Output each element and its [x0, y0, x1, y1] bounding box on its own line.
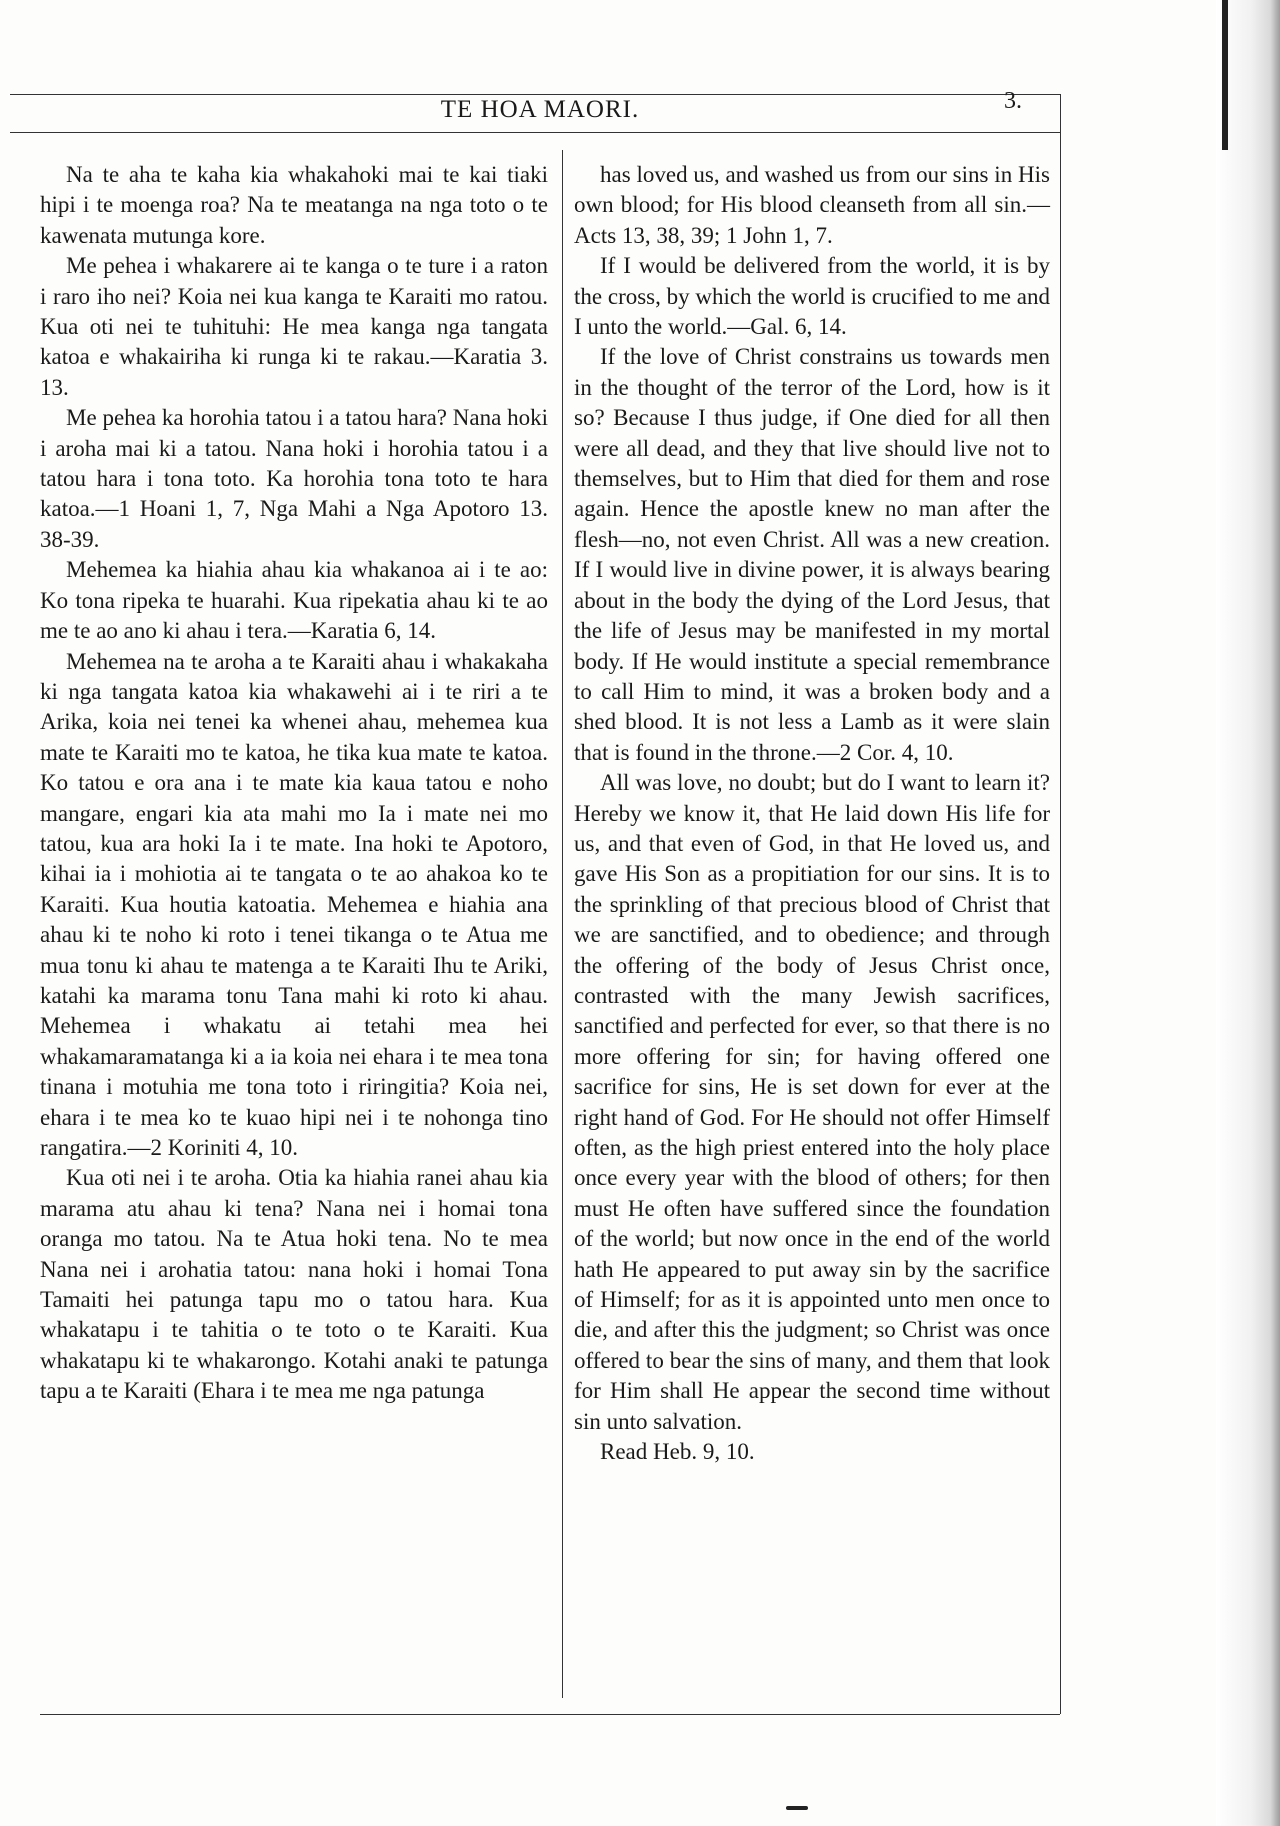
bottom-ink-mark — [786, 1806, 808, 1810]
right-paragraph-2: If I would be delivered from the world, it is by the cross, by which the world is crucified to me and I unto the world.—Gal. 6, 14. — [574, 253, 1050, 340]
right-paragraph-5: Read Heb. 9, 10. — [600, 1439, 755, 1465]
left-paragraph-5: Mehemea na te aroha a te Karaiti ahau i whakakaha ki nga tangata katoa kia whakawehi ai i te riri a te Arika, koia nei tenei ka whenei ahau, mehemea kua mate te Karaiti mo te katoa, he tika kua mate te katoa. Ko tatou e ora ana i te mate kia kaua tatou e noho mangare, engari kia ata mahi mo Ia i mate nei mo tatou, kua ara hoki Ia i te mate. Ina hoki te Apotoro, kihai ia i mohiotia ai te tangata o te ao ahakoa ko te Karaiti. Kua houtia katoatia. Mehemea e hiahia ana ahau ki te noho ki roto i tenei tikanga o te Atua me mua tonu ki ahau te matenga a te Karaiti Ihu te Ariki, katahi ka marama tonu Tana mahi ki roto ki ahau. Mehemea i whakatu ai tetahi mea hei whakamaramatanga ki a ia koia nei ehara i te mea tona tinana i motuhia me tona toto i riringitia? Koia nei, ehara i te mea ko te kuao hipi nei i te nohonga tino rangatira.—2 Koriniti 4, 10. — [40, 648, 548, 1160]
left-column — [40, 160, 548, 1407]
right-paragraph-3: If the love of Christ constrains us towards men in the thought of the terror of the Lord, how is it so? Because I thus judge, if One died for all then were all dead, and they that live should live not to themselves, but to Him that died for them and rose again. Hence the apostle knew no man after the flesh—no, not even Christ. All was a new creation. If I would live in divine power, it is always bearing about in the body the dying of the Lord Jesus, that the life of Jesus may be manifested in my mortal body. If He would institute a special remembrance to call Him to mind, it was a broken body and a shed blood. It is not less a Lamb as it were slain that is found in the throne.—2 Cor. 4, 10. — [574, 344, 1050, 765]
left-paragraph-2: Me pehea i whakarere ai te kanga o te ture i a raton i raro iho nei? Koia nei kua kanga te Karaiti mo ratou. Kua oti nei te tuhituhi: He mea kanga nga tangata katoa e whakairiha ki runga ki te rakau.—Karatia 3. 13. — [40, 253, 548, 400]
scan-binding-mark — [1222, 0, 1228, 150]
column-divider — [562, 150, 563, 1698]
scan-edge — [1216, 0, 1280, 1826]
left-paragraph-4: Mehemea ka hiahia ahau kia whakanoa ai i te ao: Ko tona ripeka te huarahi. Kua ripekatia ahau ki te ao me te ao ano ki ahau i tera.—Karatia 6, 14. — [40, 557, 548, 644]
left-paragraph-6: Kua oti nei i te aroha. Otia ka hiahia ranei ahau kia marama atu ahau ki tena? Nana nei i homai tona oranga mo tatou. Na te Atua hoki tena. No te mea Nana nei i arohatia tatou: nana hoki i homai Tona Tamaiti hei patunga tapu mo o tatou hara. Kua whakatapu i te tahitia o te toto o te Karaiti. Kua whakatapu ki te whakarongo. Kotahi anaki te patunga tapu a te Karaiti (Ehara i te mea me nga patunga — [40, 1165, 548, 1404]
right-border-rule — [1060, 94, 1061, 1714]
bottom-rule — [40, 1714, 1060, 1715]
right-column — [574, 160, 1050, 1467]
right-paragraph-4: All was love, no doubt; but do I want to learn it? Hereby we know it, that He laid down His life for us, and that even of God, in that He loved us, and gave His Son as a propitiation for our sins. It is to the sprinkling of that precious blood of Christ that we are sanctified, and to obedience; and through the offering of the body of Jesus Christ once, contrasted with the many Jewish sacrifices, sanctified and perfected for ever, so that there is no more offering for sin; for having offered one sacrifice for sins, He is set down for ever at the right hand of God. For He should not offer Himself often, as the high priest entered into the holy place once every year with the blood of others; for then must He often have suffered since the foundation of the world; but now once in the end of the world hath He appeared to put away sin by the sacrifice of Himself; for as it is appointed unto men once to die, and after this the judgment; so Christ was once offered to bear the sins of many, and them that look for Him shall He appear the second time without sin unto salvation. — [574, 770, 1050, 1434]
page-header-title: TE HOA MAORI. — [440, 96, 640, 123]
left-paragraph-3: Me pehea ka horohia tatou i a tatou hara? Nana hoki i aroha mai ki a tatou. Nana hoki i horohia tatou i a tatou hara i tona toto. Ka horohia tona toto te hara katoa.—1 Hoani 1, 7, Nga Mahi a Nga Apotoro 13. 38-39. — [40, 405, 548, 552]
page-number: 3. — [1004, 88, 1022, 114]
header-rule — [10, 132, 1060, 133]
top-rule — [10, 94, 1060, 95]
left-paragraph-1: Na te aha te kaha kia whakahoki mai te kai tiaki hipi i te moenga roa? Na te meatanga na nga toto o te kawenata mutunga kore. — [40, 162, 548, 248]
right-paragraph-1: has loved us, and washed us from our sins in His own blood; for His blood cleanseth from all sin.—Acts 13, 38, 39; 1 John 1, 7. — [574, 162, 1050, 248]
